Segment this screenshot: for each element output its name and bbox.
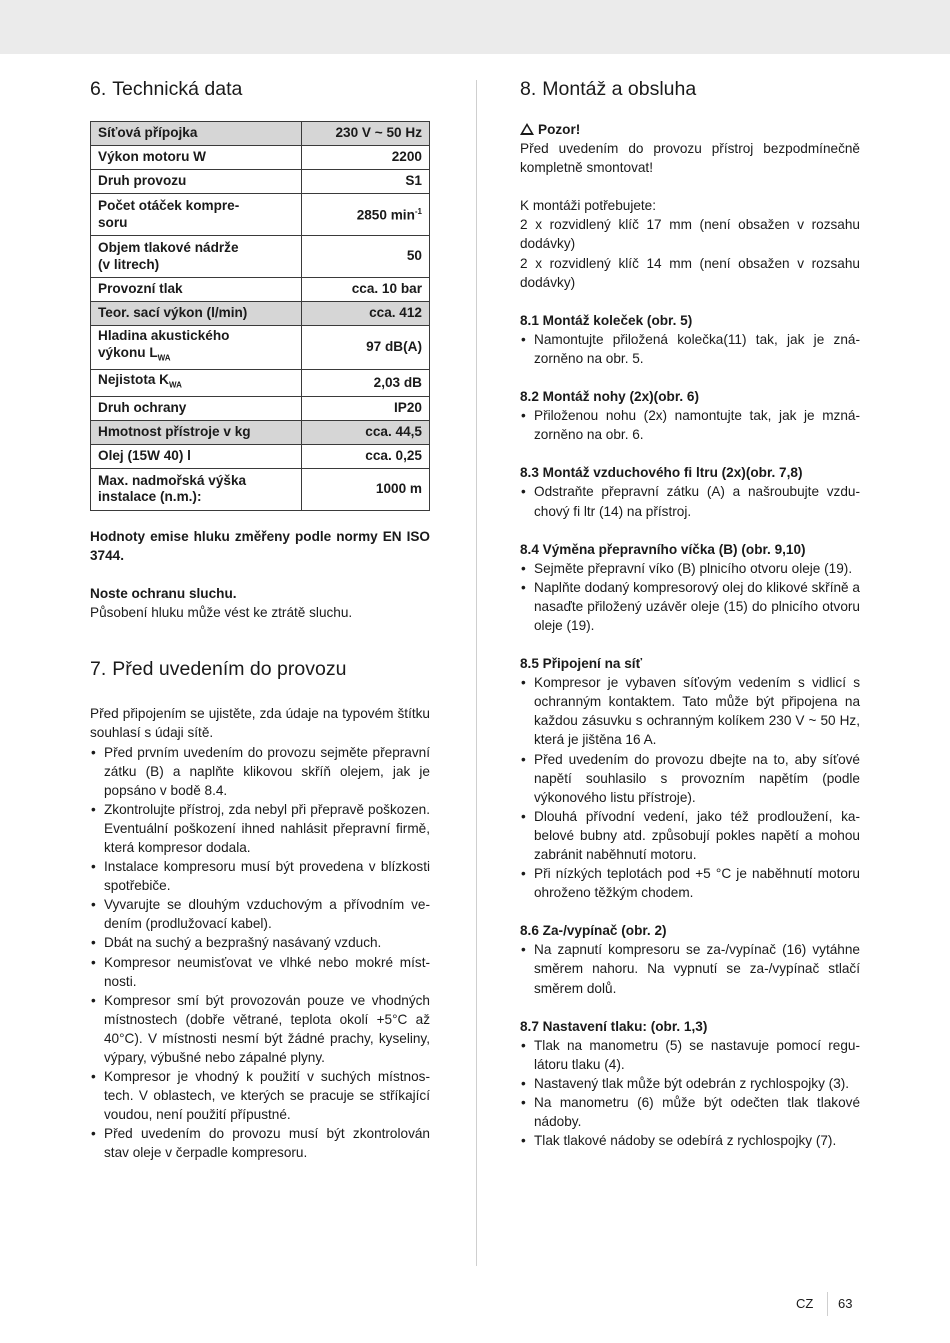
spec-value: 2200	[302, 146, 430, 170]
spec-value: IP20	[302, 396, 430, 420]
spec-row	[91, 146, 430, 170]
spec-label: Druh provozu	[91, 170, 302, 194]
section-number: 7.	[90, 658, 107, 681]
subsection-bullets	[520, 330, 860, 368]
spec-value: cca. 44,5	[302, 420, 430, 444]
spec-value: 230 V ~ 50 Hz	[302, 122, 430, 146]
spec-value: 2850 $\min^{-1}$	[302, 194, 430, 236]
spec-row	[91, 302, 430, 326]
subsection-bullets	[520, 673, 860, 902]
subsection-title: 8.7 Nastavení tlaku: (obr. 1,3)	[520, 1018, 708, 1034]
list-item: • Nastavený tlak může být odebrán z rychlospojky (3).	[520, 1074, 860, 1093]
warning-label: Pozor!	[538, 122, 581, 137]
subsection-title: 8.2 Montáž nohy (2x)(obr. 6)	[520, 389, 700, 405]
section-8-subsections	[520, 292, 860, 1151]
list-item: • Při nízkých teplotách pod +5 °C je naběhnutí motoru ohroženo těžkým chodem.	[520, 864, 860, 902]
list-item: • Na manometru (6) může být odečten tlak tlakové nádoby.	[520, 1093, 860, 1131]
spec-value: cca. 412	[302, 302, 430, 326]
list-item: • Dbát na suchý a bezprašný nasávaný vzduch.	[90, 933, 430, 952]
list-item: • Zkontrolujte přístroj, zda nebyl při přepravě poškozen. Eventuální poškození ihned nahlásit přepravní firmě, která kompresor dodala.	[90, 800, 430, 857]
warning-icon	[520, 123, 534, 135]
list-item: • Na zapnutí kompresoru se za-/vypínač (16) vytáhne směrem nahoru. Na vypnutí se za-/vypínač stlačí směrem dolů.	[520, 940, 860, 997]
spec-value: 50	[302, 236, 430, 278]
list-item: • Před uvedením do provozu dbejte na to, aby síťové napětí souhlasilo s provozním napětím (podle výkonového listu přístroje).	[520, 750, 860, 807]
column-divider	[476, 80, 477, 1266]
subsection-title: 8.1 Montáž koleček (obr. 5)	[520, 312, 693, 328]
warning-text: Před uvedením do provozu přístroj bezpodmínečně kompletně smontovat!	[520, 141, 860, 176]
spec-row	[91, 468, 430, 510]
list-item: • Odstraňte přepravní zátku (A) a našroubujte vzduchový fi ltr (14) na přístroj.	[520, 482, 860, 520]
top-band	[0, 0, 950, 54]
spec-label: Druh ochrany	[91, 396, 302, 420]
list-item: • Před uvedením do provozu musí být zkontrolován stav oleje v čerpadle kompresoru.	[90, 1124, 430, 1162]
page-number: 63	[838, 1296, 853, 1311]
footer-separator	[827, 1292, 828, 1316]
spec-label: Olej (15W 40) l	[91, 444, 302, 468]
list-item: • Kompresor je vybaven síťovým vedením s vidlicí s ochranným kontaktem. Tato může být připojena na každou zásuvku s ochranným kolíkem 230 V ~ 50 Hz, která je jištěna 16 A.	[520, 673, 860, 749]
list-item: • Dlouhá přívodní vedení, jako též prodloužení, kabelové bubny atd. způsobují pokles napětí a mohou zabránit naběhnutí motoru.	[520, 807, 860, 864]
spec-value: cca. 10 bar	[302, 278, 430, 302]
list-item: • Naplňte dodaný kompresorový olej do klikové skříně a nasaďte přiložený uzávěr oleje (15) do plnicího otvoru oleje (19).	[520, 578, 860, 635]
list-item: • Instalace kompresoru musí být provedena v blízkosti spotřebiče.	[90, 857, 430, 895]
subsection-bullets	[520, 940, 860, 997]
list-item: • Kompresor neumisťovat ve vlhké nebo mokré místnosti.	[90, 953, 430, 991]
spec-value: cca. 0,25	[302, 444, 430, 468]
spec-row	[91, 236, 430, 278]
tools-intro: K montáži potřebujete:	[520, 198, 657, 214]
spec-row	[91, 170, 430, 194]
spec-label: Počet otáček kompre- soru	[91, 194, 302, 236]
section-8-heading	[520, 76, 860, 102]
spec-value: 1000 m	[302, 468, 430, 510]
hearing-title: Noste ochranu sluchu.	[90, 586, 237, 602]
spec-label: Síťová přípojka	[91, 122, 302, 146]
hearing-text: Působení hluku může vést ke ztrátě sluchu.	[90, 605, 353, 621]
section-number: 6.	[90, 78, 107, 100]
list-item: • Přiloženou nohu (2x) namontujte tak, jak je mznázorněno na obr. 6.	[520, 406, 860, 444]
spec-row	[91, 420, 430, 444]
spec-row	[91, 326, 430, 370]
subsection-title: 8.4 Výměna přepravního víčka (B) (obr. 9,10)	[520, 541, 806, 557]
spec-label: Provozní tlak	[91, 278, 302, 302]
list-item: • Před prvním uvedením do provozu sejměte přepravní zátku (B) a naplňte klikovou skříň olejem, jak je popsáno v bodě 8.4.	[90, 743, 430, 800]
spec-value: 2,03 dB	[302, 369, 430, 396]
subsection-bullets	[520, 406, 860, 444]
page-footer	[796, 1296, 853, 1311]
spec-row	[91, 369, 430, 396]
spec-label: Hmotnost přístroje v kg	[91, 420, 302, 444]
subsection-bullets	[520, 1036, 860, 1151]
section-title: Před uvedením do provozu	[112, 658, 347, 681]
list-item: • Vyvarujte se dlouhým vzduchovým a přívodním vedením (prodlužovací kabel).	[90, 895, 430, 933]
list-item: • Tlak tlakové nádoby se odebírá z rychlospojky (7).	[520, 1131, 860, 1150]
technical-data-table	[90, 121, 430, 511]
warning-heading	[520, 120, 860, 139]
spec-row	[91, 444, 430, 468]
spec-row	[91, 194, 430, 236]
spec-row	[91, 122, 430, 146]
section-7-heading	[90, 656, 430, 682]
list-item: • Kompresor smí být provozován pouze ve vhodných místnostech (dobře větrané, teplota okolí +5°C až 40°C). V místnosti nesmí být žádné prachy, kyseliny, výpary, výbušné nebo zápalné plyny.	[90, 991, 430, 1067]
spec-label: Objem tlakové nádrže (v litrech)	[91, 236, 302, 278]
section-title: Technická data	[112, 78, 243, 100]
spec-label: Hladina akustického výkonu $L_{WA}$	[91, 326, 302, 370]
spec-label: Max. nadmořská výška instalace (n.m.):	[91, 468, 302, 510]
noise-note: Hodnoty emise hluku změřeny podle normy EN ISO 3744.	[90, 528, 430, 564]
spec-row	[91, 278, 430, 302]
footer-language: CZ	[796, 1296, 814, 1311]
tools-item-1: 2 x rozvidlený klíč 17 mm (není obsažen v rozsahu dodávky)	[520, 217, 860, 252]
spec-label: Výkon motoru W	[91, 146, 302, 170]
spec-row	[91, 396, 430, 420]
tools-item-2: 2 x rozvidlený klíč 14 mm (není obsažen v rozsahu dodávky)	[520, 255, 860, 290]
list-item: • Tlak na manometru (5) se nastavuje pomocí regulátoru tlaku (4).	[520, 1036, 860, 1074]
spec-value: 97 dB(A)	[302, 326, 430, 370]
subsection-title: 8.3 Montáž vzduchového fi ltru (2x)(obr. 7,8)	[520, 465, 803, 481]
spec-value: S1	[302, 170, 430, 194]
left-column	[90, 76, 430, 1163]
subsection-title: 8.6 Za-/vypínač (obr. 2)	[520, 923, 667, 939]
list-item: • Sejměte přepravní víko (B) plnicího otvoru oleje (19).	[520, 559, 860, 578]
section-7-bullets	[90, 743, 430, 1163]
subsection-title: 8.5 Připojení na síť	[520, 656, 643, 672]
subsection-bullets	[520, 482, 860, 520]
list-item: • Namontujte přiložená kolečka(11) tak, jak je znázorněno na obr. 5.	[520, 330, 860, 368]
right-column	[520, 76, 860, 1150]
spec-label: Teor. sací výkon (l/min)	[91, 302, 302, 326]
spec-label: Nejistota $K_{WA}$	[91, 369, 302, 396]
section-7-intro: Před připojením se ujistěte, zda údaje na typovém štítku souhlasí s údaji sítě.	[90, 706, 430, 741]
section-title: Montáž a obsluha	[542, 78, 697, 100]
list-item: • Kompresor je vhodný k použití v suchých místnostech. V oblastech, ve kterých se pracuje se stříkající voudou, není použití přípustné.	[90, 1067, 430, 1124]
section-number: 8.	[520, 78, 537, 100]
section-6-heading	[90, 76, 430, 102]
subsection-bullets	[520, 559, 860, 635]
